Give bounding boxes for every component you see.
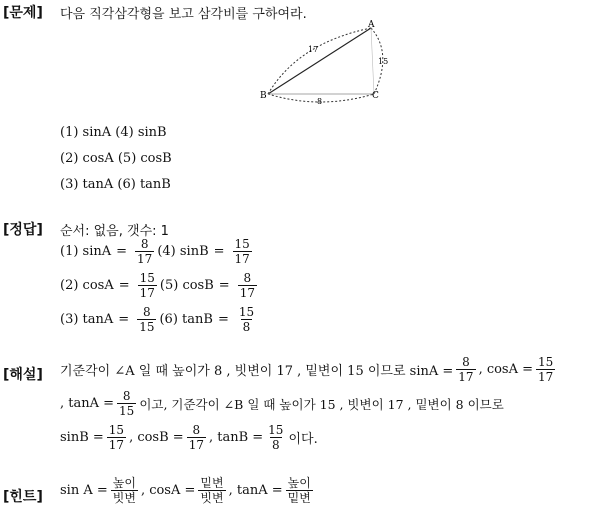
answer-row-3: (3) tanA = $\frac{8}{15}$ (6) tanB = $\frac{15}{8}$ xyxy=(60,305,255,334)
problem-item-2: (2) cosA (5) cosB xyxy=(60,151,172,166)
explanation-text-1a: 기준각이 ∠A 일 때 높이가 8 , 빗변이 17 , 밑변이 15 이므로 sinA = xyxy=(60,364,454,379)
explanation-line-2 xyxy=(60,389,504,418)
vertex-a-label: A xyxy=(368,20,375,30)
hint-line xyxy=(60,476,316,505)
answer-6-label: (6) tanB xyxy=(159,312,213,327)
answer-row-2: (2) cosA = $\frac{15}{17}$ (5) cosB = $\frac{8}{17}$ xyxy=(60,271,255,300)
answer-1-label: (1) sinA xyxy=(60,244,112,259)
explanation-line-1 xyxy=(60,355,558,384)
answer-5-label: (5) cosB xyxy=(159,278,214,293)
answer-6-fraction: $\frac{15}{8}$ xyxy=(238,305,255,334)
explanation-text-1b: , cosA = xyxy=(478,362,534,377)
explanation-text-3c: , tanB = xyxy=(208,430,264,445)
hint-text-tan: , tanA = xyxy=(228,483,283,498)
explanation-fraction-sina: $\frac{8}{17}$ xyxy=(458,355,474,384)
explanation-fraction-cosa: $\frac{15}{17}$ xyxy=(538,355,554,384)
explanation-text-2a: , tanA = xyxy=(60,396,115,411)
explanation-fraction-sinb: $\frac{15}{17}$ xyxy=(108,423,125,452)
side-bc-label: 8 xyxy=(317,97,323,106)
explanation-text-2b: 이고, 기준각이 ∠B 일 때 높이가 15 , 빗변이 17 , 밑변이 8 이므로 xyxy=(139,396,504,412)
vertex-c-label: C xyxy=(372,91,379,101)
explanation-fraction-tana: $\frac{8}{15}$ xyxy=(119,389,135,418)
vertex-b-label: B xyxy=(260,91,267,101)
hint-fraction-cos: $\frac{\text{밑변}}{\text{빗변}}$ xyxy=(200,476,224,505)
explanation-fraction-cosb: $\frac{8}{17}$ xyxy=(188,423,204,452)
explanation-fraction-tanb: $\frac{15}{8}$ xyxy=(268,423,284,452)
side-ac xyxy=(371,28,374,94)
answer-4-label: (4) sinB xyxy=(157,244,209,259)
hint-text-cos: , cosA = xyxy=(140,483,196,498)
answer-meta: 순서: 없음, 갯수: 1 xyxy=(60,224,169,239)
explanation-text-3d: 이다. xyxy=(288,432,318,447)
problem-item-3: (3) tanA (6) tanB xyxy=(60,177,171,192)
answer-2-fraction: $\frac{15}{17}$ xyxy=(139,271,155,300)
answer-3-fraction: $\frac{8}{15}$ xyxy=(139,305,155,334)
answer-5-fraction: $\frac{8}{17}$ xyxy=(239,271,255,300)
explanation-text-3a: sinB = xyxy=(60,430,104,445)
hint-fraction-sin: $\frac{\text{높이}}{\text{빗변}}$ xyxy=(112,476,136,505)
explanation-line-3 xyxy=(60,423,318,452)
hint-fraction-tan: $\frac{\text{높이}}{\text{밑변}}$ xyxy=(287,476,311,505)
hint-text-sin: sin A = xyxy=(60,483,108,498)
answer-row-1: (1) sinA = $\frac{8}{17}$ (4) sinB = $\frac{15}{17}$ xyxy=(60,237,250,266)
answer-1-fraction: $\frac{8}{17}$ xyxy=(137,237,153,266)
hint-label: [힌트] xyxy=(3,489,43,505)
problem-item-1: (1) sinA (4) sinB xyxy=(60,125,167,140)
answer-label: [정답] xyxy=(3,222,43,238)
problem-label: [문제] xyxy=(3,5,43,21)
explanation-label: [해설] xyxy=(3,367,43,383)
answer-3-label: (3) tanA xyxy=(60,312,114,327)
answer-2-label: (2) cosA xyxy=(60,278,114,293)
side-ac-label: 15 xyxy=(378,57,389,66)
explanation-text-3b: , cosB = xyxy=(129,430,184,445)
answer-4-fraction: $\frac{15}{17}$ xyxy=(234,237,250,266)
triangle-figure xyxy=(258,18,398,108)
problem-text: 다음 직각삼각형을 보고 삼각비를 구하여라. xyxy=(60,7,307,22)
side-ab xyxy=(268,28,371,94)
side-ab-label: 17 xyxy=(308,45,319,54)
